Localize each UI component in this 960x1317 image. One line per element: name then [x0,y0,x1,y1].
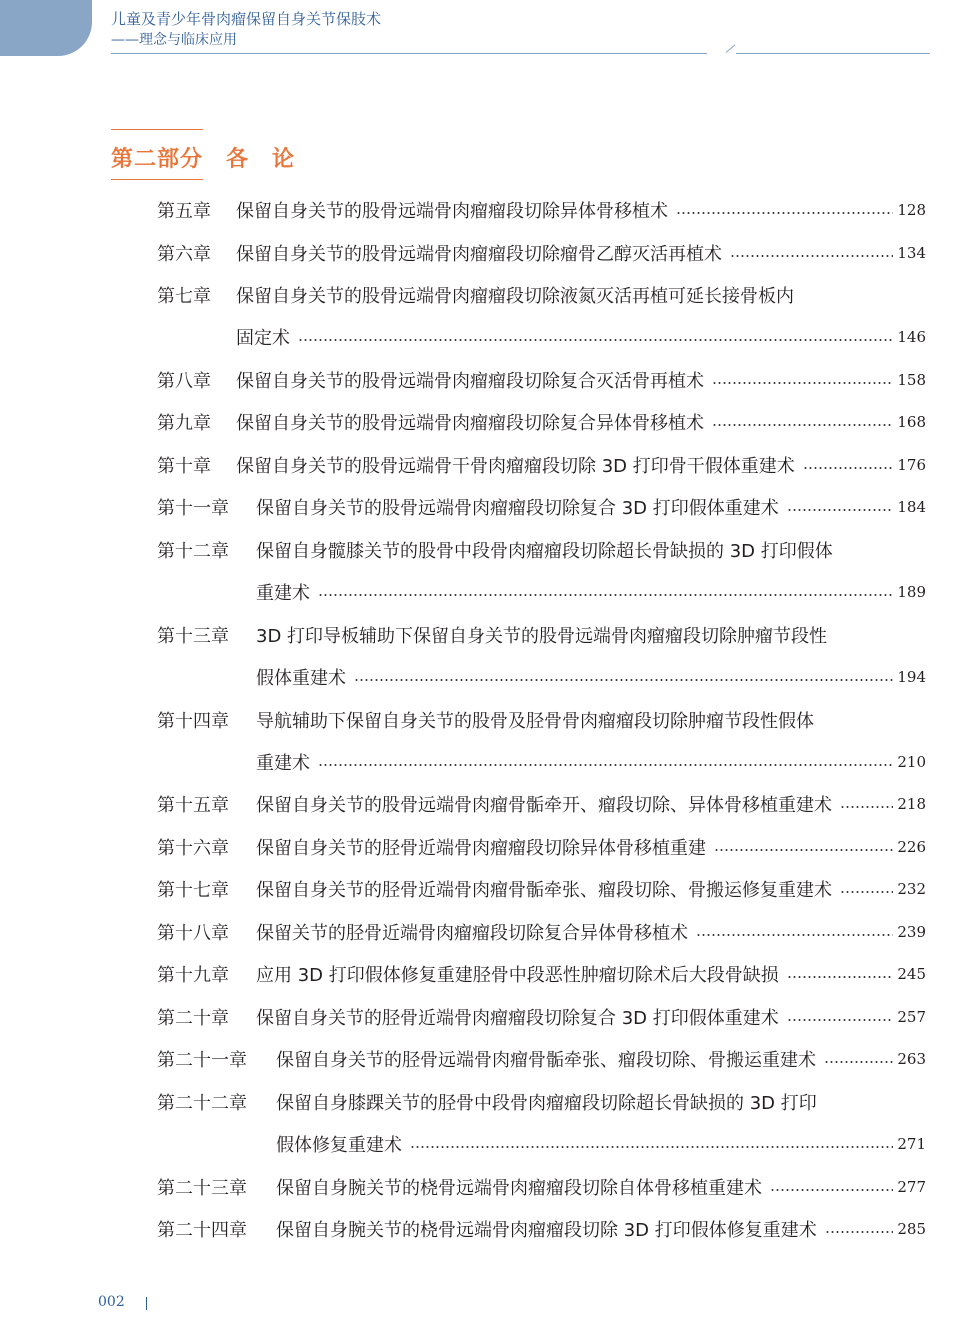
page-number: 277 [897,1178,926,1196]
toc-entry[interactable] [157,195,926,225]
toc-entry[interactable] [157,280,926,310]
page-number: 128 [897,201,926,219]
page-number: 194 [897,668,926,686]
page-number: 239 [897,923,926,941]
toc-entry[interactable] [157,365,926,395]
section-title: 第二部分 各 论 [111,147,296,172]
chapter-title: 保留自身关节的胫骨近端骨肉瘤骨骺牵张、瘤段切除、骨搬运修复重建术 [256,880,832,901]
chapter-title-continuation: 重建术 [256,753,310,774]
page-number: 146 [897,328,926,346]
section-rule-bottom [111,179,203,180]
toc-entry-continuation[interactable] [236,322,926,352]
page-number: 189 [897,583,926,601]
toc-entry[interactable] [157,1002,926,1032]
chapter-title: 3D 打印导板辅助下保留自身关节的股骨远端骨肉瘤瘤段切除肿瘤节段性 [256,626,828,647]
dot-leader [298,339,893,341]
chapter-number: 第十八章 [157,923,229,944]
dot-leader [770,1189,893,1191]
page-number: 232 [897,880,926,898]
folio-page-number: 002 [98,1294,125,1310]
dot-leader [824,1061,893,1063]
chapter-number: 第八章 [157,371,211,392]
toc-entry[interactable] [157,1087,926,1117]
chapter-number: 第九章 [157,413,211,434]
header-tab-decoration [0,0,92,56]
chapter-title: 保留自身腕关节的桡骨远端骨肉瘤瘤段切除 3D 打印假体修复重建术 [276,1220,817,1241]
chapter-title: 保留自身关节的股骨远端骨肉瘤瘤段切除液氮灭活再植可延长接骨板内 [236,286,794,307]
chapter-title-continuation: 假体修复重建术 [276,1135,402,1156]
chapter-number: 第二十二章 [157,1093,247,1114]
toc-entry-continuation[interactable] [276,1129,926,1159]
chapter-number: 第十四章 [157,711,229,732]
chapter-number: 第二十章 [157,1008,229,1029]
page-number: 184 [897,498,926,516]
chapter-title: 保留自身关节的胫骨近端骨肉瘤瘤段切除异体骨移植重建 [256,838,706,859]
dot-leader [787,1019,894,1021]
folio-divider [146,1297,147,1310]
chapter-title: 导航辅助下保留自身关节的股骨及胫骨骨肉瘤瘤段切除肿瘤节段性假体 [256,711,814,732]
header-rule-right [736,53,930,54]
toc-entry[interactable] [157,620,926,650]
toc-entry[interactable] [157,705,926,735]
dot-leader [410,1146,893,1148]
toc-entry[interactable] [157,450,926,480]
dot-leader [840,891,893,893]
toc-entry[interactable] [157,238,926,268]
dot-leader [676,212,893,214]
dot-leader [712,382,893,384]
page-number: 271 [897,1135,926,1153]
toc-entry[interactable] [157,1214,926,1244]
toc-entry-continuation[interactable] [256,662,926,692]
chapter-number: 第二十四章 [157,1220,247,1241]
dot-leader [840,806,893,808]
toc-entry[interactable] [157,917,926,947]
page-number: 158 [897,371,926,389]
dot-leader [787,509,894,511]
page-number: 176 [897,456,926,474]
chapter-number: 第十二章 [157,541,229,562]
page-number: 285 [897,1220,926,1238]
chapter-title-continuation: 固定术 [236,328,290,349]
chapter-number: 第二十一章 [157,1050,247,1071]
dot-leader [730,255,893,257]
chapter-title-continuation: 假体重建术 [256,668,346,689]
dot-leader [318,594,893,596]
section-rule-top [111,129,203,130]
header-rule [111,53,707,54]
chapter-title: 应用 3D 打印假体修复重建胫骨中段恶性肿瘤切除术后大段骨缺损 [256,965,779,986]
chapter-title: 保留自身关节的股骨远端骨肉瘤瘤段切除复合 3D 打印假体重建术 [256,498,779,519]
page-number: 263 [897,1050,926,1068]
dot-leader [787,976,894,978]
running-head-subtitle: ——理念与临床应用 [111,32,237,48]
chapter-title: 保留自身腕关节的桡骨远端骨肉瘤瘤段切除自体骨移植重建术 [276,1178,762,1199]
chapter-number: 第十一章 [157,498,229,519]
chapter-title: 保留自身关节的股骨远端骨干骨肉瘤瘤段切除 3D 打印骨干假体重建术 [236,456,795,477]
page-number: 168 [897,413,926,431]
toc-entry[interactable] [157,959,926,989]
chapter-title: 保留关节的胫骨近端骨肉瘤瘤段切除复合异体骨移植术 [256,923,688,944]
chapter-title: 保留自身关节的股骨远端骨肉瘤骨骺牵开、瘤段切除、异体骨移植重建术 [256,795,832,816]
toc-entry-continuation[interactable] [256,577,926,607]
page-number: 245 [897,965,926,983]
chapter-title: 保留自身关节的股骨远端骨肉瘤瘤段切除复合灭活骨再植术 [236,371,704,392]
chapter-number: 第五章 [157,201,211,222]
chapter-title: 保留自身膝踝关节的胫骨中段骨肉瘤瘤段切除超长骨缺损的 3D 打印 [276,1093,817,1114]
header-rule-slash [726,44,736,52]
chapter-title: 保留自身关节的股骨远端骨肉瘤瘤段切除瘤骨乙醇灭活再植术 [236,244,722,265]
chapter-number: 第十三章 [157,626,229,647]
chapter-title: 保留自身髋膝关节的股骨中段骨肉瘤瘤段切除超长骨缺损的 3D 打印假体 [256,541,833,562]
toc-entry[interactable] [157,492,926,522]
toc-entry[interactable] [157,1044,926,1074]
toc-entry[interactable] [157,874,926,904]
dot-leader [714,849,893,851]
toc-entry[interactable] [157,407,926,437]
dot-leader [712,424,893,426]
page-number: 257 [897,1008,926,1026]
toc-entry[interactable] [157,789,926,819]
chapter-title: 保留自身关节的股骨远端骨肉瘤瘤段切除复合异体骨移植术 [236,413,704,434]
toc-entry[interactable] [157,832,926,862]
chapter-number: 第十七章 [157,880,229,901]
chapter-number: 第七章 [157,286,211,307]
toc-entry[interactable] [157,1172,926,1202]
toc-entry[interactable] [157,535,926,565]
dot-leader [803,467,894,469]
chapter-title: 保留自身关节的胫骨近端骨肉瘤瘤段切除复合 3D 打印假体重建术 [256,1008,779,1029]
page-number: 226 [897,838,926,856]
dot-leader [318,764,893,766]
page-number: 134 [897,244,926,262]
dot-leader [825,1231,894,1233]
page-number: 210 [897,753,926,771]
chapter-title-continuation: 重建术 [256,583,310,604]
toc-entry-continuation[interactable] [256,747,926,777]
chapter-number: 第十章 [157,456,211,477]
dot-leader [696,934,893,936]
chapter-title: 保留自身关节的股骨远端骨肉瘤瘤段切除异体骨移植术 [236,201,668,222]
chapter-number: 第十五章 [157,795,229,816]
chapter-number: 第二十三章 [157,1178,247,1199]
chapter-number: 第十九章 [157,965,229,986]
page-number: 218 [897,795,926,813]
dot-leader [354,679,893,681]
running-head-title: 儿童及青少年骨肉瘤保留自身关节保肢术 [111,10,382,28]
chapter-title: 保留自身关节的胫骨远端骨肉瘤骨骺牵张、瘤段切除、骨搬运重建术 [276,1050,816,1071]
chapter-number: 第十六章 [157,838,229,859]
chapter-number: 第六章 [157,244,211,265]
